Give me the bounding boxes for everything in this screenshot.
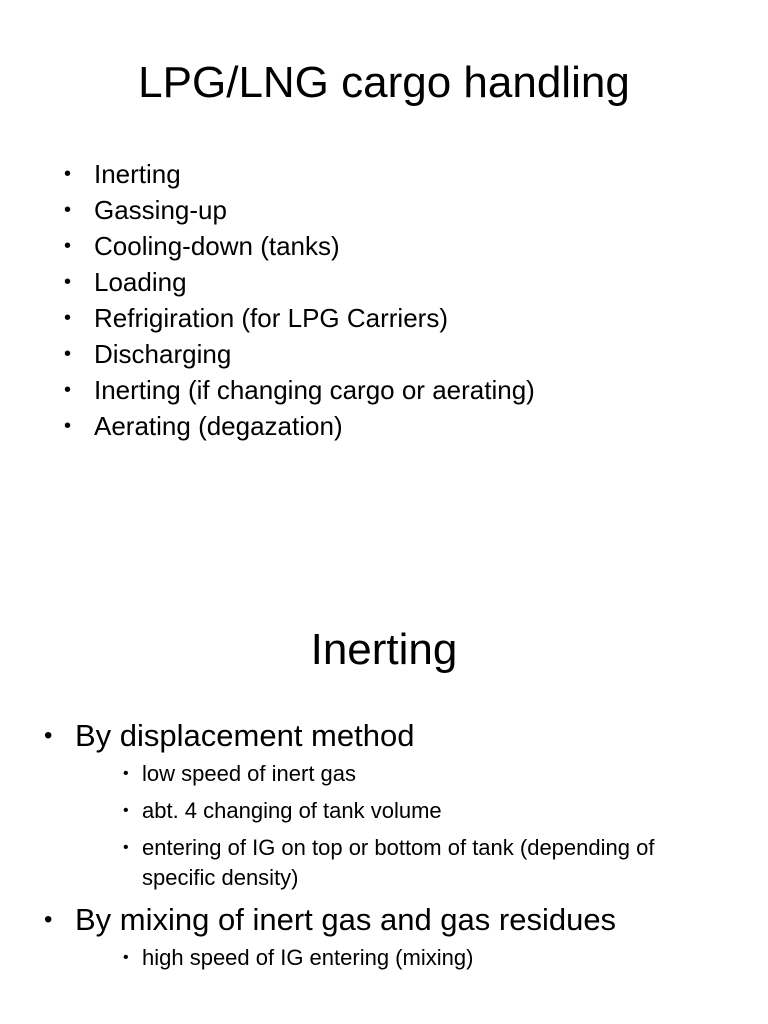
bullet-icon: • [44, 906, 53, 933]
list-item [64, 264, 535, 300]
bullet-icon: • [64, 199, 72, 221]
sub-list-item [75, 833, 744, 893]
list-item-text: Discharging [94, 339, 232, 369]
section-displacement [44, 717, 744, 893]
list-item-text: Aerating (degazation) [94, 411, 343, 441]
section-list [44, 717, 744, 981]
list-item-text: Gassing-up [94, 195, 227, 225]
sub-list-item-text: high speed of IG entering (mixing) [142, 945, 474, 970]
sub-bullet-list [75, 759, 744, 893]
list-item [64, 408, 535, 444]
list-item-text: Inerting (if changing cargo or aerating) [94, 375, 535, 405]
bullet-icon: • [64, 379, 72, 401]
list-item [64, 336, 535, 372]
list-item [64, 228, 535, 264]
list-item-text: Cooling-down (tanks) [94, 231, 340, 261]
section-mixing [44, 901, 744, 973]
list-item [64, 372, 535, 408]
list-item [64, 192, 535, 228]
bullet-icon: • [123, 802, 129, 819]
slide-inerting [0, 512, 768, 1024]
list-item [64, 300, 535, 336]
list-item-text: Refrigiration (for LPG Carriers) [94, 303, 448, 333]
sub-list-item-text: low speed of inert gas [142, 761, 357, 786]
list-item-text: Inerting [94, 159, 181, 189]
list-item [64, 156, 535, 192]
section-heading: By mixing of inert gas and gas residues [75, 902, 617, 937]
bullet-icon: • [123, 765, 129, 782]
sub-list-item-text: entering of IG on top or bottom of tank (depending of specific density) [142, 835, 655, 890]
bullet-list [64, 156, 535, 444]
slide-title: LPG/LNG cargo handling [138, 58, 630, 107]
sub-bullet-list [75, 943, 744, 973]
bullet-icon: • [64, 343, 72, 365]
slide-title: Inerting [310, 625, 458, 674]
section-heading: By displacement method [75, 718, 415, 753]
sub-list-item [75, 759, 744, 789]
bullet-icon: • [64, 271, 72, 293]
sub-list-item [75, 943, 744, 973]
sub-list-item [75, 796, 744, 826]
bullet-icon: • [44, 722, 53, 749]
sub-list-item-text: abt. 4 changing of tank volume [142, 798, 442, 823]
bullet-icon: • [123, 839, 129, 856]
bullet-icon: • [123, 949, 129, 966]
bullet-icon: • [64, 307, 72, 329]
bullet-icon: • [64, 415, 72, 437]
bullet-icon: • [64, 163, 72, 185]
list-item-text: Loading [94, 267, 187, 297]
bullet-icon: • [64, 235, 72, 257]
